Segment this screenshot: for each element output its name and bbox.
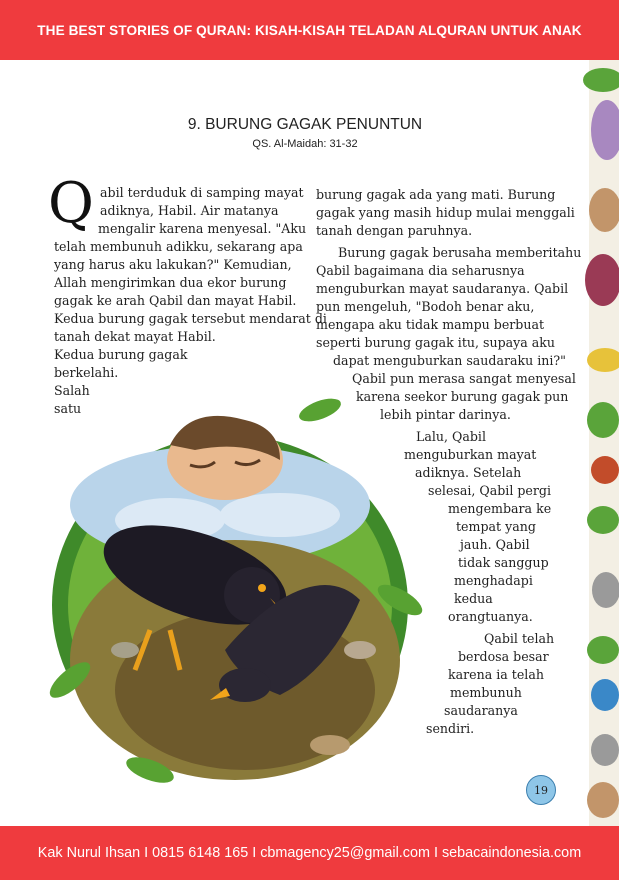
right-line: pun mengeluh, "Bodoh benar aku, bbox=[316, 299, 535, 314]
page-number-badge bbox=[526, 775, 556, 805]
left-line: mengalir karena menyesal. "Aku bbox=[98, 221, 307, 236]
right-line: seperti burung gagak itu, supaya aku bbox=[316, 335, 556, 350]
creature-icon bbox=[587, 782, 619, 818]
drop-cap: Q bbox=[48, 171, 94, 236]
right-line: menguburkan mayat bbox=[404, 447, 537, 462]
left-line: yang harus aku lakukan?" Kemudian, bbox=[54, 257, 292, 272]
leaf-icon bbox=[587, 636, 619, 664]
left-line: Kedua burung gagak tersebut mendarat di bbox=[54, 311, 327, 326]
left-line: tanah dekat mayat Habil. bbox=[54, 329, 216, 344]
right-line: selesai, Qabil pergi bbox=[428, 483, 551, 498]
right-line: tanah dengan paruhnya. bbox=[316, 223, 473, 238]
left-line: satu bbox=[54, 401, 82, 416]
right-line: saudaranya bbox=[444, 703, 518, 718]
right-line: Qabil telah bbox=[484, 631, 555, 646]
right-line: jauh. Qabil bbox=[460, 537, 530, 552]
header-banner bbox=[0, 0, 619, 60]
left-line: gagak ke arah Qabil dan mayat Habil. bbox=[54, 293, 297, 308]
right-line: mengapa aku tidak mampu berbuat bbox=[316, 317, 545, 332]
decorative-border bbox=[573, 60, 619, 826]
right-line: karena ia telah bbox=[448, 667, 544, 682]
footer-contact: Kak Nurul Ihsan I 0815 6148 165 I cbmagency25@gmail.com I sebacaindonesia.com bbox=[37, 845, 582, 861]
right-line: mengembara ke bbox=[448, 501, 552, 516]
right-line: dapat menguburkan saudaraku ini?" bbox=[333, 353, 566, 368]
page-number: 19 bbox=[534, 783, 548, 797]
footer-banner bbox=[0, 826, 619, 880]
right-line: burung gagak ada yang mati. Burung bbox=[316, 187, 556, 202]
ant-icon bbox=[591, 456, 619, 484]
bug-icon bbox=[591, 679, 619, 711]
left-line: abil terduduk di samping mayat bbox=[100, 185, 304, 200]
right-line: Lalu, Qabil bbox=[416, 429, 486, 444]
rock-icon bbox=[592, 572, 619, 608]
leaf-icon bbox=[587, 402, 619, 438]
right-line: gagak yang masih hidup mulai menggali bbox=[316, 205, 575, 220]
right-line: Qabil bagaimana dia seharusnya bbox=[316, 263, 525, 278]
right-line: tidak sanggup bbox=[458, 555, 549, 570]
right-line: menghadapi bbox=[454, 573, 533, 588]
right-line: sendiri. bbox=[426, 721, 475, 736]
right-line: menguburkan mayat saudaranya. Qabil bbox=[316, 281, 569, 296]
story-title: 9. BURUNG GAGAK PENUNTUN bbox=[187, 116, 423, 133]
leaf-icon bbox=[583, 68, 619, 92]
right-line: adiknya. Setelah bbox=[415, 465, 522, 480]
book-title: THE BEST STORIES OF QURAN: KISAH-KISAH TELADAN ALQURAN UNTUK ANAK bbox=[37, 22, 582, 38]
left-line: Kedua burung gagak bbox=[54, 347, 188, 362]
right-line: kedua bbox=[454, 591, 493, 606]
right-line: berdosa besar bbox=[458, 649, 549, 664]
right-line: tempat yang bbox=[456, 519, 536, 534]
rock-icon bbox=[591, 734, 619, 766]
left-line: telah membunuh adikku, sekarang apa bbox=[54, 239, 303, 254]
quran-reference: QS. Al-Maidah: 31-32 bbox=[252, 138, 358, 150]
right-line: Burung gagak berusaha memberitahu bbox=[338, 245, 582, 260]
right-line: membunuh bbox=[450, 685, 522, 700]
right-line: lebih pintar darinya. bbox=[380, 407, 511, 422]
right-line: karena seekor burung gagak pun bbox=[356, 389, 569, 404]
left-line: adiknya, Habil. Air matanya bbox=[100, 203, 279, 218]
left-line: berkelahi. bbox=[54, 365, 119, 380]
left-line: Allah mengirimkan dua ekor burung bbox=[54, 275, 287, 290]
right-line: orangtuanya. bbox=[448, 609, 533, 624]
right-line: Qabil pun merasa sangat menyesal bbox=[352, 371, 576, 386]
leaf-icon bbox=[587, 506, 619, 534]
left-line: Salah bbox=[54, 383, 90, 398]
sleeping-man-icon bbox=[167, 416, 283, 500]
